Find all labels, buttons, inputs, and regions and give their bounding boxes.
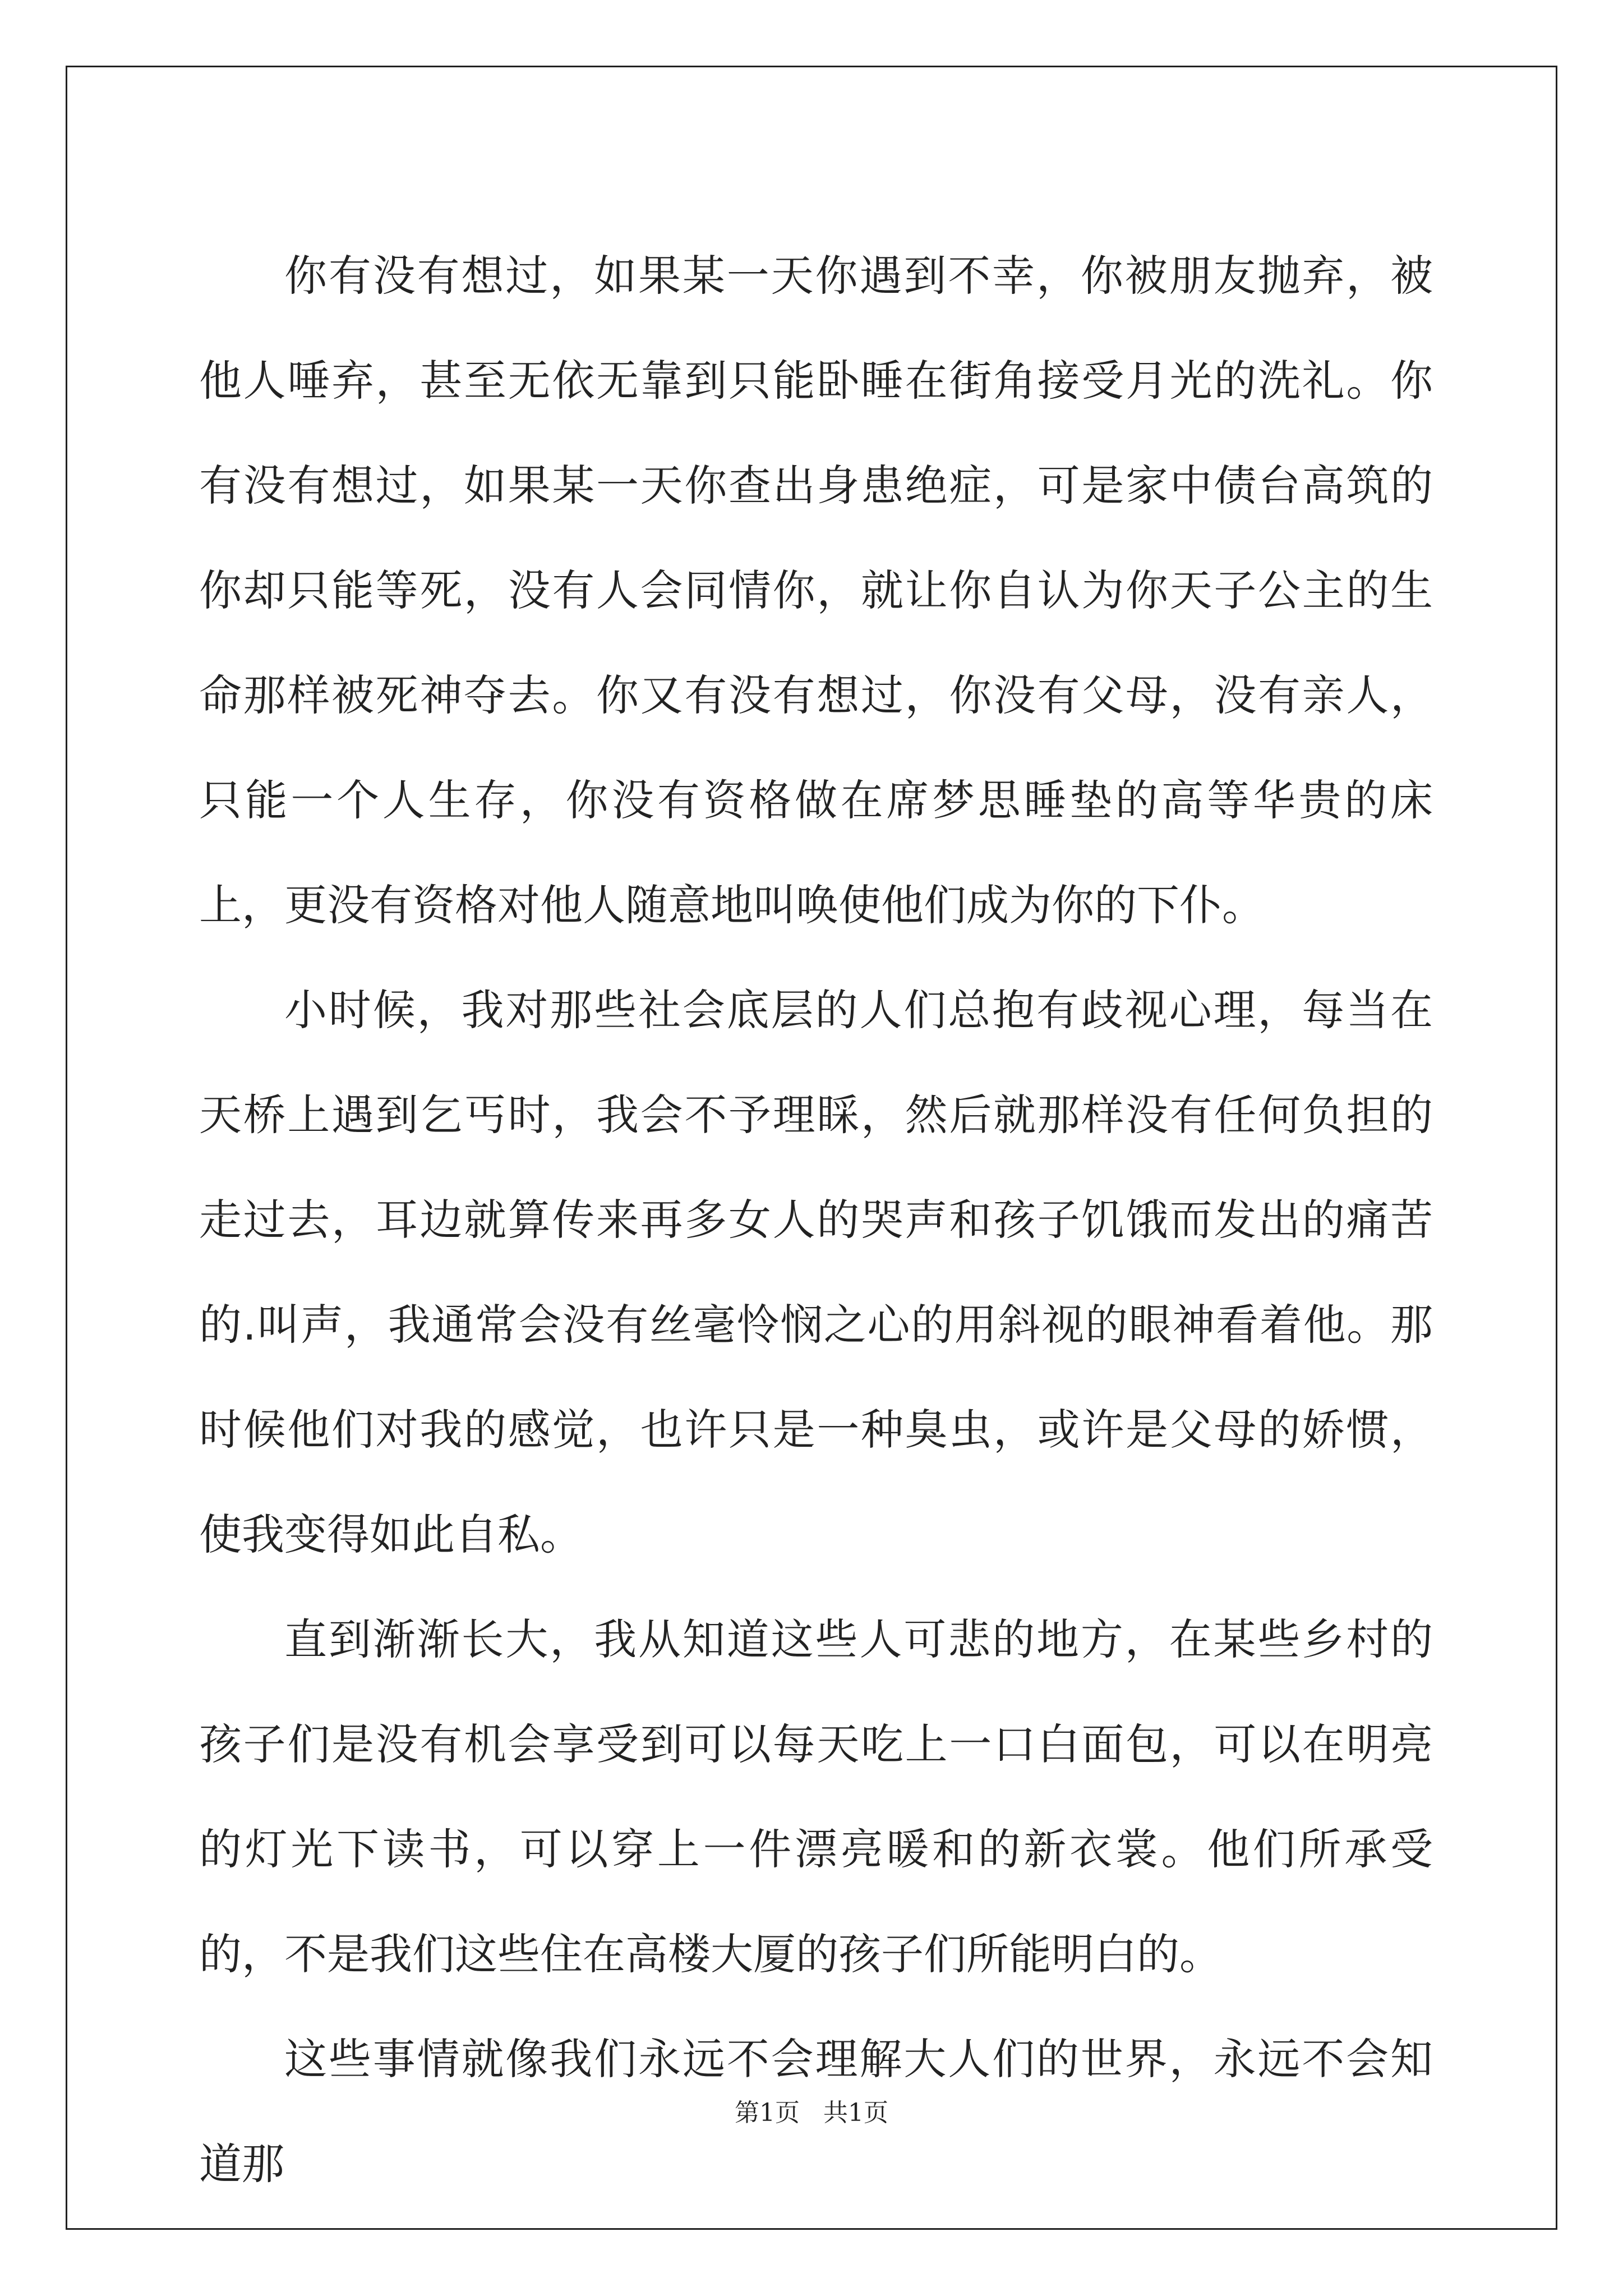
document-body (199, 223, 1433, 2216)
paragraph-1: 你有没有想过，如果某一天你遇到不幸，你被朋友抛弃，被他人唾弃，甚至无依无靠到只能卧睡在街角接受月光的洗礼。你有没有想过，如果某一天你查出身患绝症，可是家中债台高筑的你却只能等死，没有人会同情你，就让你自认为你天子公主的生命那样被死神夺去。你又有没有想过，你没有父母，没有亲人，只能一个人生存，你没有资格做在席梦思睡垫的高等华贵的床上，更没有资格对他人随意地叫唤使他们成为你的下仆。 (199, 251, 1433, 930)
paragraph-4: 这些事情就像我们永远不会理解大人们的世界，永远不会知道那 (199, 2034, 1433, 2189)
paragraph-3: 直到渐渐长大，我从知道这些人可悲的地方，在某些乡村的孩子们是没有机会享受到可以每天吃上一口白面包，可以在明亮的灯光下读书，可以穿上一件漂亮暖和的新衣裳。他们所承受的，不是我们这些住在高楼大厦的孩子们所能明白的。 (199, 1614, 1433, 1979)
paragraph-2: 小时候，我对那些社会底层的人们总抱有歧视心理，每当在天桥上遇到乞丐时，我会不予理睬，然后就那样没有任何负担的走过去，耳边就算传来再多女人的哭声和孩子饥饿而发出的痛苦的.叫声，我通常会没有丝毫怜悯之心的用斜视的眼神看着他。那时候他们对我的感觉，也许只是一种臭虫，或许是父母的娇惯，使我变得如此自私。 (199, 985, 1433, 1559)
page-footer: 第1页 共1页 (735, 2099, 888, 2127)
